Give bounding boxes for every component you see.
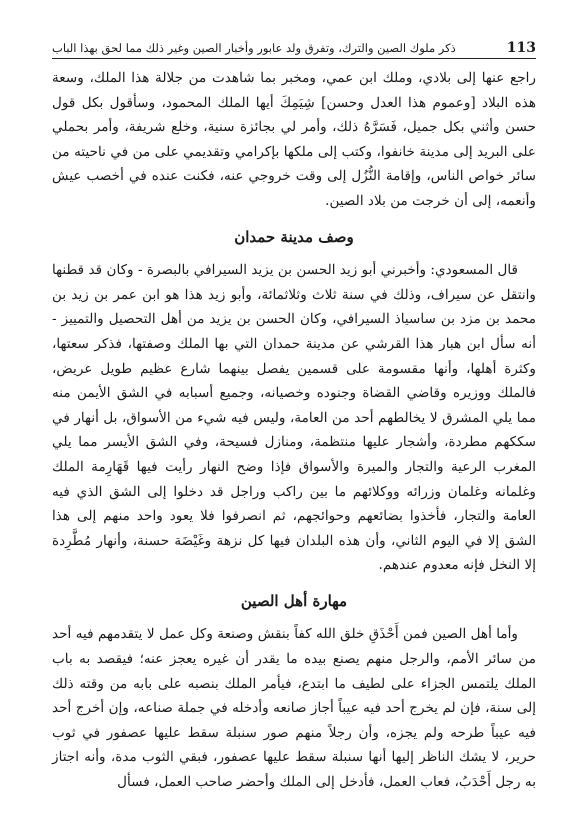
page-body (52, 66, 536, 795)
running-title: ذكر ملوك الصين والترك، وتفرق ولد عابور وأخبار الصين وغير ذلك مما لحق بهذا الباب (52, 41, 456, 55)
paragraph-3: وأما أهل الصين فمن أَحْذَقِ خلق الله كفاً بنقش وصنعة وكل عمل لا يتقدمهم فيه أحد من سائر الأمم، والرجل منهم يصنع بيده ما يقدر أن غيره يعجز عنه؛ فيقصد به باب الملك يلتمس الجزاء على لطيف ما ابتدع، فيأمر الملك بنصبه على بابه من وقته ذلك إلى سنة، فإن لم يخرج أحد فيه عيباً أجاز صانعه وأدخله في جملة صناعه، وإن أخرج أحد فيه عيباً طرحه ولم يجزه، وأن رجلاً منهم صور سنبلة سقط عليها عصفور في ثوب حرير، لا يشك الناظر إليها أنها سنبلة سقط عليها عصفور، فبقي الثوب مدة، وأنه اجتاز به رجل أَحْدَبُ، فعاب العمل، فأدخل إلى الملك وأحضر صاحب العمل، فسأل (52, 626, 536, 791)
section-heading-skill: مهارة أهل الصين (240, 591, 348, 610)
paragraph-2: قال المسعودي: وأخبرني أبو زيد الحسن بن يزيد السيرافي بالبصرة - وكان قد قطنها وانتقل عن سيراف، وذلك في سنة ثلاث وثلاثمائة، وأبو زيد هذا هو ابن عمر بن زيد بن محمد بن مزد بن ساسياذ السيرافي، وكان الحسن بن يزيد من أهل التحصيل والتمييز - أنه سأل ابن هبار هذا القرشي عن مدينة حمدان التي بها الملك وصفتها، فذكر سعتها، وكثرة أهلها، وأنها مقسومة على قسمين يفصل بينهما شارع عظيم طويل عريض، فالملك ووزيره وقاضي القضاة وجنوده وخصيانه، وجميع أسبابه في الشق الأيمن منه مما يلي المشرق لا يخالطهم أحد من العامة، وليس فيه شيء من الأسواق، بل أنهار في سككهم مطردة، وأشجار عليها منتظمة، ومنازل فسيحة، وفي الشق الأيسر مما يلي المغرب الرعية والتجار والميرة والأسواق فإذا وضح النهار رأيت فيها قَهَارِمة الملك وغلمانه وغلمان وزرائه ووكلائهم ما بين راكب وراجل قد دخلوا إلى الشق الذي فيه العامة والتجار، فأخذوا بضائعهم وحوائجهم، ثم انصرفوا فلا يعود واحد منهم إلى هذا الشق إلا في اليوم الثاني، وأن هذه البلدان فيها كل نزهة وغَيْضَة حسنة، وأنهار مُطَّرِدة إلا النخل فإنه معدوم عندهم. (52, 262, 536, 574)
paragraph-1: راجع عنها إلى بلادي، وملك ابن عمي، ومخبر بما شاهدت من جلالة هذا الملك، وسعة هذه البلاد [وعموم هذا العدل وحسن] شِيَمِكَ أيها الملك المحمود، وسأقول بكل قول حسن وأثني بكل جميل، فَسَرَّهُ ذلك، وأمر لي بجائزة سنية، وخلع شريفة، وأمر بحملي على البريد إلى مدينة خانفوا، وكتب إلى ملكها بإكرامي وتقديمي على من في ناحيته من سائر خواص الناس، وإقامة النُّزُل إلى وقت خروجي عنه، فكنت عنده في أخصب عيش وأنعمه، إلى أن خرجت من بلاد الصين. (52, 70, 536, 209)
page-header (52, 32, 536, 59)
page-number: 113 (506, 40, 536, 56)
section-heading-hamdan: وصف مدينة حمدان (234, 227, 354, 246)
